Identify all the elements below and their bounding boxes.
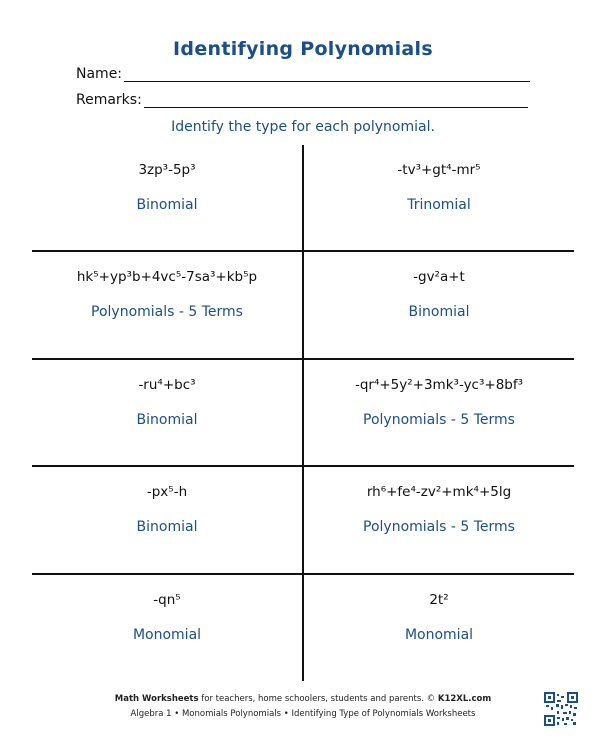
polynomial-type-answer: Polynomials - 5 Terms [91,304,243,320]
polynomial-expression: 2t² [429,592,449,608]
worksheet-title: Identifying Polynomials [173,38,433,60]
remarks-field[interactable] [76,92,528,108]
remarks-label: Remarks: [76,92,142,108]
problem-cell [304,575,574,681]
footer-line-2: Algebra 1 • Monomials Polynomials • Identifying Type of Polynomials Worksheets [130,709,476,719]
problem-cell [32,360,302,466]
remarks-line[interactable] [144,93,528,108]
polynomial-expression: -px⁵-h [146,484,188,500]
problem-cell [32,467,302,573]
name-line[interactable] [124,67,530,82]
footer-line-1 [0,694,606,704]
name-field[interactable] [76,66,530,82]
name-label: Name: [76,66,123,82]
instruction-text: Identify the type for each polynomial. [171,119,435,135]
polynomial-type-answer: Binomial [136,197,198,213]
polynomial-expression: rh⁶+fe⁴-zv²+mk⁴+5lg [366,484,512,500]
polynomial-expression: -ru⁴+bc³ [138,377,196,393]
problem-cell [304,467,574,573]
polynomial-expression: 3zp³-5p³ [138,162,196,178]
polynomial-type-answer: Polynomials - 5 Terms [363,412,515,428]
problem-cell [32,252,302,358]
polynomial-expression: hk⁵+yp³b+4vc⁵-7sa³+kb⁵p [76,269,258,285]
polynomial-type-answer: Trinomial [407,197,471,213]
polynomial-expression: -qr⁴+5y²+3mk³-yc³+8bf³ [354,377,524,393]
footer-site-link[interactable]: K12XL.com [437,694,492,704]
polynomial-type-answer: Monomial [404,627,474,643]
polynomial-expression: -gv²a+t [413,269,465,285]
problem-grid [32,145,574,681]
polynomial-expression: -qn⁵ [153,592,181,608]
problem-cell [32,145,302,251]
polynomial-type-answer: Binomial [408,304,470,320]
problem-cell [304,252,574,358]
problem-cell [304,360,574,466]
polynomial-type-answer: Binomial [136,412,198,428]
polynomial-type-answer: Monomial [132,627,202,643]
problem-cell [32,575,302,681]
footer-brand: Math Worksheets [114,694,199,704]
polynomial-expression: -tv³+gt⁴-mr⁵ [397,162,481,178]
polynomial-type-answer: Polynomials - 5 Terms [363,519,515,535]
qr-code-icon[interactable] [544,692,578,726]
polynomial-type-answer: Binomial [136,519,198,535]
footer-text: for teachers, home schoolers, students and parents. © [198,694,438,704]
problem-cell [304,145,574,251]
